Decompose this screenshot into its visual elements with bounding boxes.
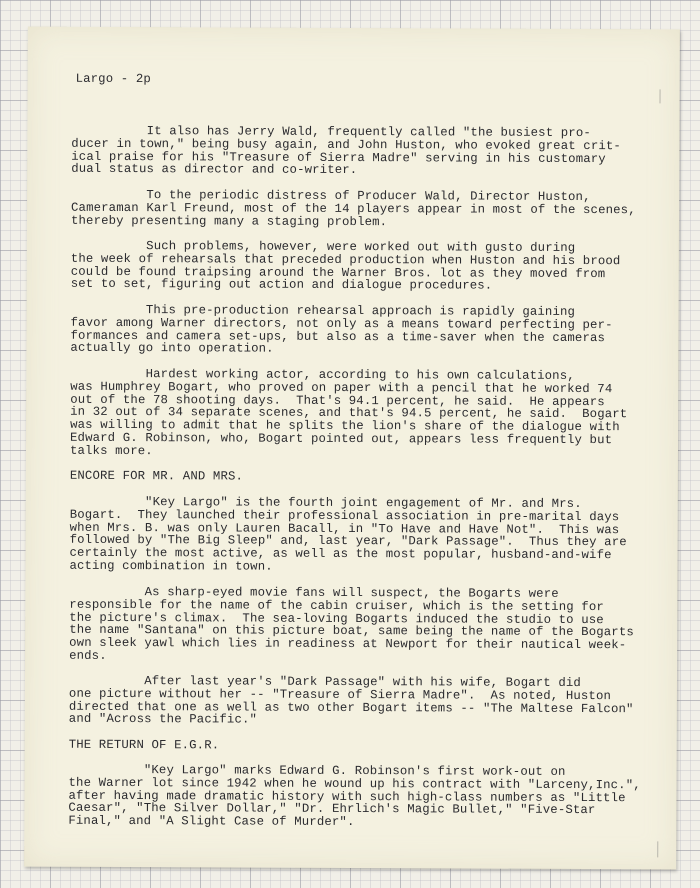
paragraph-7: As sharp-eyed movie fans will suspect, the Bogarts were responsible for the name of the cabin cruiser, which is the setting for the picture's climax. The sea-loving Bogarts induced the studio to use the name "Santana" on this picture boat, same being the name of the Bogarts own sleek yawl which lies in readiness at Newport for their nautical week- ends. (69, 584, 634, 663)
section-heading-return: THE RETURN OF E.G.R. (68, 737, 220, 753)
paragraph-8: After last year's "Dark Passage" with his wife, Bogart did one picture without her -- "Treasure of Sierra Madre". As noted, Huston directed that one as well as two other Bogart items -- "The Maltese Falcon" and "Across the Pacific." (68, 673, 634, 727)
typewritten-page (24, 27, 680, 870)
section-heading-encore: ENCORE FOR MR. AND MRS. (69, 468, 244, 484)
paragraph-2: To the periodic distress of Producer Wald, Director Huston, Cameraman Karl Freund, most of the 14 players appear in most of the scenes, thereby presenting many a staging problem. (70, 187, 636, 229)
paragraph-6: "Key Largo" is the fourth joint engagement of Mr. and Mrs. Bogart. They launched their professional association in pre-marital days when Mrs. B. was only Lauren Bacall, in "To Have and Have Not". This was followed by "The Big Sleep" and, last year, "Dark Passage". Thus they are certainly the most active, as well as the most popular, husband-and-wife acting combination in town. (69, 494, 627, 574)
paragraph-9: "Key Largo" marks Edward G. Robinson's first work-out on the Warner lot since 1942 when he wound up his contract with "Larceny,Inc.", after having made dramatic history with such high-class numbers as "Little Caesar", "The Silver Dollar," "Dr. Ehrlich's Magic Bullet," "Five-Star Final," and "A Slight Case of Murder". (68, 762, 641, 830)
paragraph-1: It also has Jerry Wald, frequently called "the busiest pro- ducer in town," being busy again, and John Huston, who evoked great crit- ical praise for his "Treasure of Sierra Madre" serving in his customary dual status as director and co-writer. (71, 123, 622, 178)
paragraph-4: This pre-production rehearsal approach is rapidly gaining favor among Warner directors, not only as a means toward perfecting per- formances and camera set-ups, but also as a time-saver when the cameras actually go into operation. (70, 302, 613, 357)
margin-tick-top (660, 89, 661, 103)
margin-tick-bottom (657, 841, 658, 857)
paragraph-5: Hardest working actor, according to his own calculations, was Humphrey Bogart, who proved on paper with a pencil that he worked 74 out of the 78 shooting days. That's 94.1 percent, he said. He appears in 32 out of 34 separate scenes, and that's 94.5 percent, he said. Bogart was willing to admit that he splits the lion's share of the dialogue with Edward G. Robinson, who, Bogart pointed out, appears less frequently but talks more. (69, 366, 628, 458)
paragraph-3: Such problems, however, were worked out with gusto during the week of rehearsals that preceded production when Huston and his brood could be found traipsing around the Warner Bros. lot as they moved from set to set, figuring out action and dialogue procedures. (70, 238, 621, 294)
page-header: Largo - 2p (75, 71, 151, 87)
